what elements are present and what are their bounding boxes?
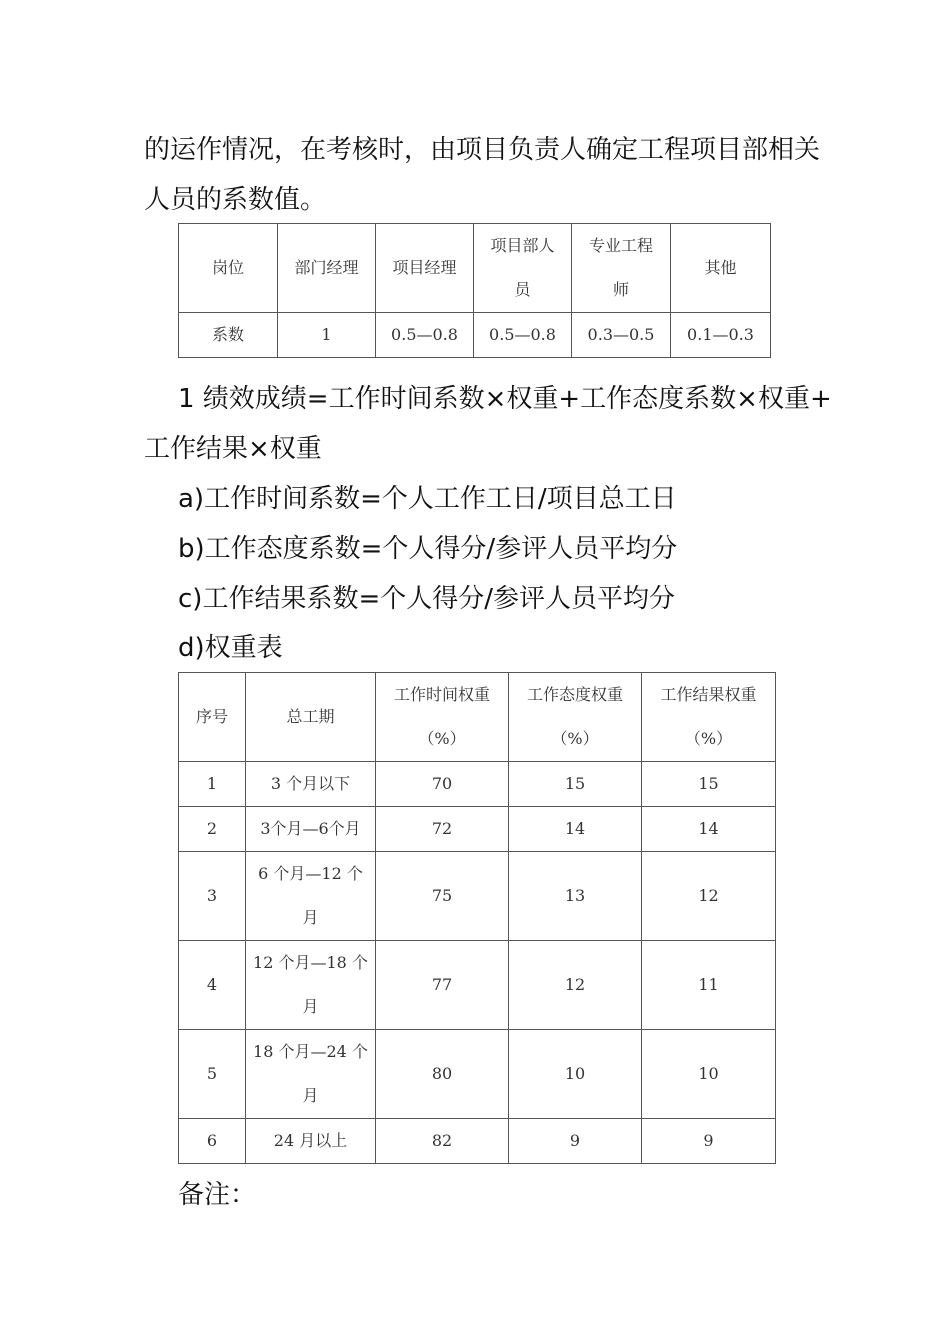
coef-value-cell: 系数: [179, 313, 278, 358]
weight-cell: 3: [179, 852, 246, 941]
weight-cell: 14: [642, 807, 776, 852]
weight-cell: 77: [376, 941, 509, 1030]
weight-cell: 12: [509, 941, 642, 1030]
coef-header-cell: 其他: [671, 224, 771, 313]
weight-cell: 15: [509, 762, 642, 807]
coefficient-header-row: [179, 224, 771, 313]
weight-cell: 14: [509, 807, 642, 852]
weight-cell: 2: [179, 807, 246, 852]
coef-value-cell: 1: [278, 313, 376, 358]
note-label: 备注：: [178, 1180, 257, 1210]
weight-cell: 3 个月以下: [246, 762, 376, 807]
formula-item-a: a)工作时间系数=个人工作工日/项目总工日: [178, 484, 677, 514]
weight-cell: 80: [376, 1030, 509, 1119]
table-row: [179, 852, 776, 941]
table-row: [179, 1030, 776, 1119]
coefficient-value-row: [179, 313, 771, 358]
weight-header-cell: 总工期: [246, 673, 376, 762]
coefficient-table: [178, 223, 771, 358]
table-row: [179, 762, 776, 807]
coef-header-cell: 项目经理: [376, 224, 474, 313]
coef-header-cell: 部门经理: [278, 224, 376, 313]
intro-line-2: 人员的系数值。: [144, 185, 327, 215]
weight-cell: 10: [642, 1030, 776, 1119]
weight-header-cell: 工作结果权重（%）: [642, 673, 776, 762]
weight-cell: 75: [376, 852, 509, 941]
weight-cell: 11: [642, 941, 776, 1030]
formula-item-d: d)权重表: [178, 633, 283, 663]
coef-value-cell: 0.5—0.8: [474, 313, 572, 358]
coef-value-cell: 0.5—0.8: [376, 313, 474, 358]
weight-cell: 5: [179, 1030, 246, 1119]
formula-item-b: b)工作态度系数=个人得分/参评人员平均分: [178, 534, 678, 564]
weight-cell: 82: [376, 1119, 509, 1164]
weight-cell: 70: [376, 762, 509, 807]
weight-cell: 10: [509, 1030, 642, 1119]
formula-line-1: 1 绩效成绩=工作时间系数×权重+工作态度系数×权重+: [178, 384, 832, 414]
weight-header-cell: 工作时间权重（%）: [376, 673, 509, 762]
coef-header-cell: 专业工程师: [572, 224, 671, 313]
table-row: [179, 941, 776, 1030]
weight-cell: 12: [642, 852, 776, 941]
weight-header-row: [179, 673, 776, 762]
weight-table: [178, 672, 776, 1164]
weight-cell: 1: [179, 762, 246, 807]
weight-cell: 6: [179, 1119, 246, 1164]
table-row: [179, 1119, 776, 1164]
intro-line-1: 的运作情况，在考核时，由项目负责人确定工程项目部相关: [144, 135, 821, 165]
weight-cell: 4: [179, 941, 246, 1030]
weight-header-cell: 工作态度权重（%）: [509, 673, 642, 762]
coef-header-cell: 岗位: [179, 224, 278, 313]
weight-cell: 6 个月—12 个月: [246, 852, 376, 941]
weight-cell: 12 个月—18 个月: [246, 941, 376, 1030]
weight-cell: 3个月—6个月: [246, 807, 376, 852]
weight-cell: 15: [642, 762, 776, 807]
coef-header-cell: 项目部人员: [474, 224, 572, 313]
weight-cell: 9: [509, 1119, 642, 1164]
weight-cell: 24 月以上: [246, 1119, 376, 1164]
formula-item-c: c)工作结果系数=个人得分/参评人员平均分: [178, 584, 675, 614]
weight-cell: 9: [642, 1119, 776, 1164]
formula-line-2: 工作结果×权重: [144, 434, 322, 464]
coef-value-cell: 0.3—0.5: [572, 313, 671, 358]
table-row: [179, 807, 776, 852]
weight-cell: 18 个月—24 个月: [246, 1030, 376, 1119]
weight-cell: 72: [376, 807, 509, 852]
weight-header-cell: 序号: [179, 673, 246, 762]
coef-value-cell: 0.1—0.3: [671, 313, 771, 358]
weight-cell: 13: [509, 852, 642, 941]
